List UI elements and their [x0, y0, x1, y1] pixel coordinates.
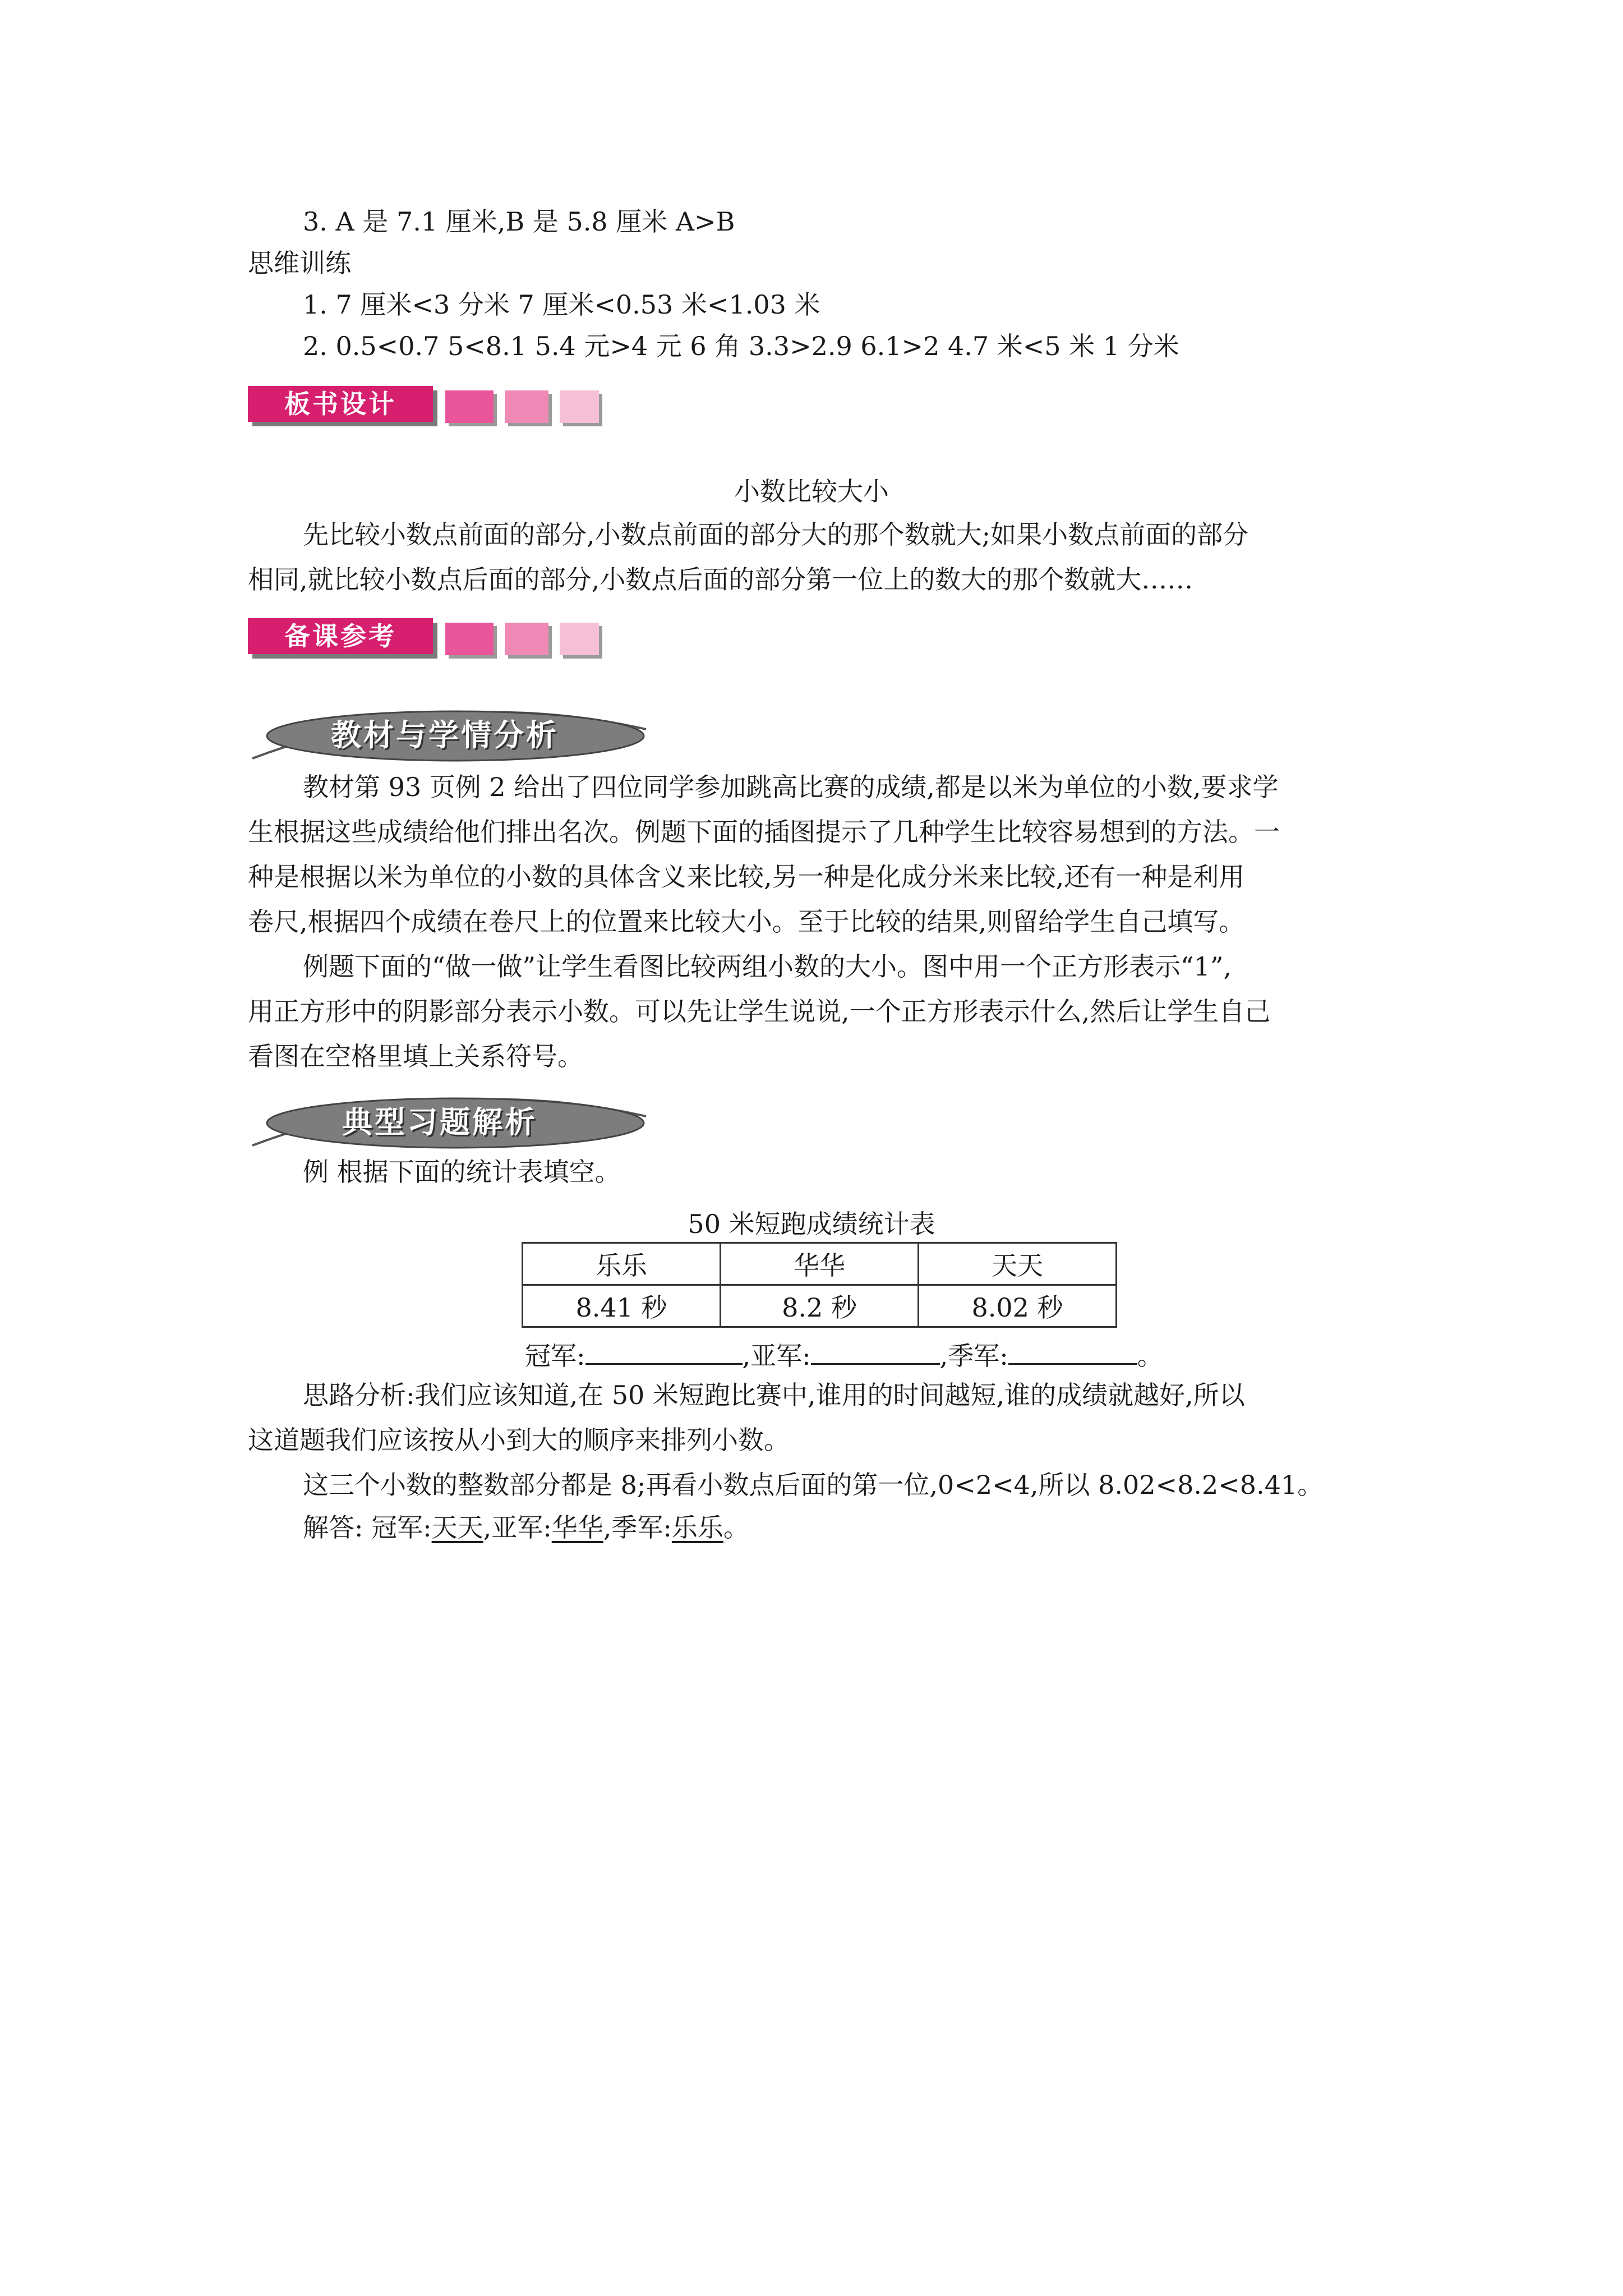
answer-third: 乐乐 — [671, 1512, 723, 1543]
table-row — [523, 1285, 1117, 1327]
banner-square — [445, 623, 494, 655]
answer-mid: ,亚军: — [483, 1512, 552, 1543]
solution-line: 这道题我们应该按从小到大的顺序来排列小数。 — [248, 1425, 790, 1455]
analysis-line: 生根据这些成绩给他们排出名次。例题下面的插图提示了几种学生比较容易想到的方法。一 — [248, 817, 1280, 847]
analysis-heading-text: 教材与学情分析 — [331, 717, 559, 753]
training-answer-1: 1. 7 厘米<3 分米 7 厘米<0.53 米<1.03 米 — [303, 289, 820, 320]
training-answer-2: 2. 0.5<0.7 5<8.1 5.4 元>4 元 6 角 3.3>2.9 6.1>2 4.7 米<5 米 1 分米 — [303, 331, 1179, 361]
exercise-prompt: 例 根据下面的统计表填空。 — [303, 1157, 621, 1187]
board-paragraph-line: 相同,就比较小数点后面的部分,小数点后面的部分第一位上的数大的那个数就大…… — [248, 564, 1193, 595]
answer-line — [303, 1512, 749, 1543]
exercise-heading-text: 典型习题解析 — [342, 1105, 537, 1140]
second-label: ,亚军: — [742, 1341, 811, 1371]
blank-answer-line — [525, 1341, 1163, 1369]
analysis-heading — [247, 696, 651, 763]
analysis-line: 教材第 93 页例 2 给出了四位同学参加跳高比赛的成绩,都是以米为单位的小数,要求学 — [303, 772, 1279, 802]
banner-square — [445, 390, 494, 423]
thinking-training-heading: 思维训练 — [248, 248, 351, 278]
table-cell: 8.41 秒 — [523, 1285, 721, 1327]
analysis-line: 卷尺,根据四个成绩在卷尺上的位置来比较大小。至于比较的结果,则留给学生自己填写。 — [248, 907, 1245, 937]
board-paragraph-line: 先比较小数点前面的部分,小数点前面的部分大的那个数就大;如果小数点前面的部分 — [303, 519, 1249, 550]
table-header-cell: 华华 — [721, 1243, 919, 1285]
solution-line: 思路分析:我们应该知道,在 50 米短跑比赛中,谁用的时间越短,谁的成绩就越好,所以 — [303, 1380, 1245, 1410]
board-design-label: 板书设计 — [248, 386, 433, 422]
banner-square — [560, 390, 599, 423]
banner-square — [505, 390, 548, 423]
analysis-line: 例题下面的“做一做”让学生看图比较两组小数的大小。图中用一个正方形表示“1”, — [303, 951, 1232, 982]
third-label: ,季军: — [939, 1341, 1008, 1371]
third-blank[interactable] — [1008, 1341, 1137, 1365]
solution-line: 这三个小数的整数部分都是 8;再看小数点后面的第一位,0<2<4,所以 8.02<8.2<8.41。 — [303, 1470, 1324, 1500]
stat-table-title: 50 米短跑成绩统计表 — [688, 1209, 935, 1239]
answer-3: 3. A 是 7.1 厘米,B 是 5.8 厘米 A>B — [303, 206, 735, 237]
lesson-prep-label: 备课参考 — [248, 618, 433, 654]
stat-table — [522, 1242, 1117, 1328]
analysis-line: 看图在空格里填上关系符号。 — [248, 1041, 583, 1071]
banner-square — [505, 623, 548, 655]
table-row — [523, 1243, 1117, 1285]
exercise-heading — [247, 1083, 651, 1150]
banner-square — [560, 623, 599, 655]
second-blank[interactable] — [811, 1341, 940, 1365]
answer-first: 天天 — [431, 1512, 483, 1543]
blank-end: 。 — [1137, 1341, 1163, 1371]
table-cell: 8.2 秒 — [721, 1285, 919, 1327]
champion-blank[interactable] — [585, 1341, 743, 1365]
analysis-line: 用正方形中的阴影部分表示小数。可以先让学生说说,一个正方形表示什么,然后让学生自己 — [248, 996, 1271, 1027]
table-header-cell: 天天 — [919, 1243, 1117, 1285]
analysis-line: 种是根据以米为单位的小数的具体含义来比较,另一种是化成分米来比较,还有一种是利用 — [248, 862, 1245, 892]
answer-mid: ,季军: — [603, 1512, 672, 1543]
board-title: 小数比较大小 — [734, 476, 889, 507]
champion-label: 冠军: — [525, 1341, 585, 1371]
table-cell: 8.02 秒 — [919, 1285, 1117, 1327]
answer-end: 。 — [723, 1512, 749, 1543]
table-header-cell: 乐乐 — [523, 1243, 721, 1285]
answer-prefix: 解答: 冠军: — [303, 1512, 432, 1543]
answer-second: 华华 — [551, 1512, 603, 1543]
